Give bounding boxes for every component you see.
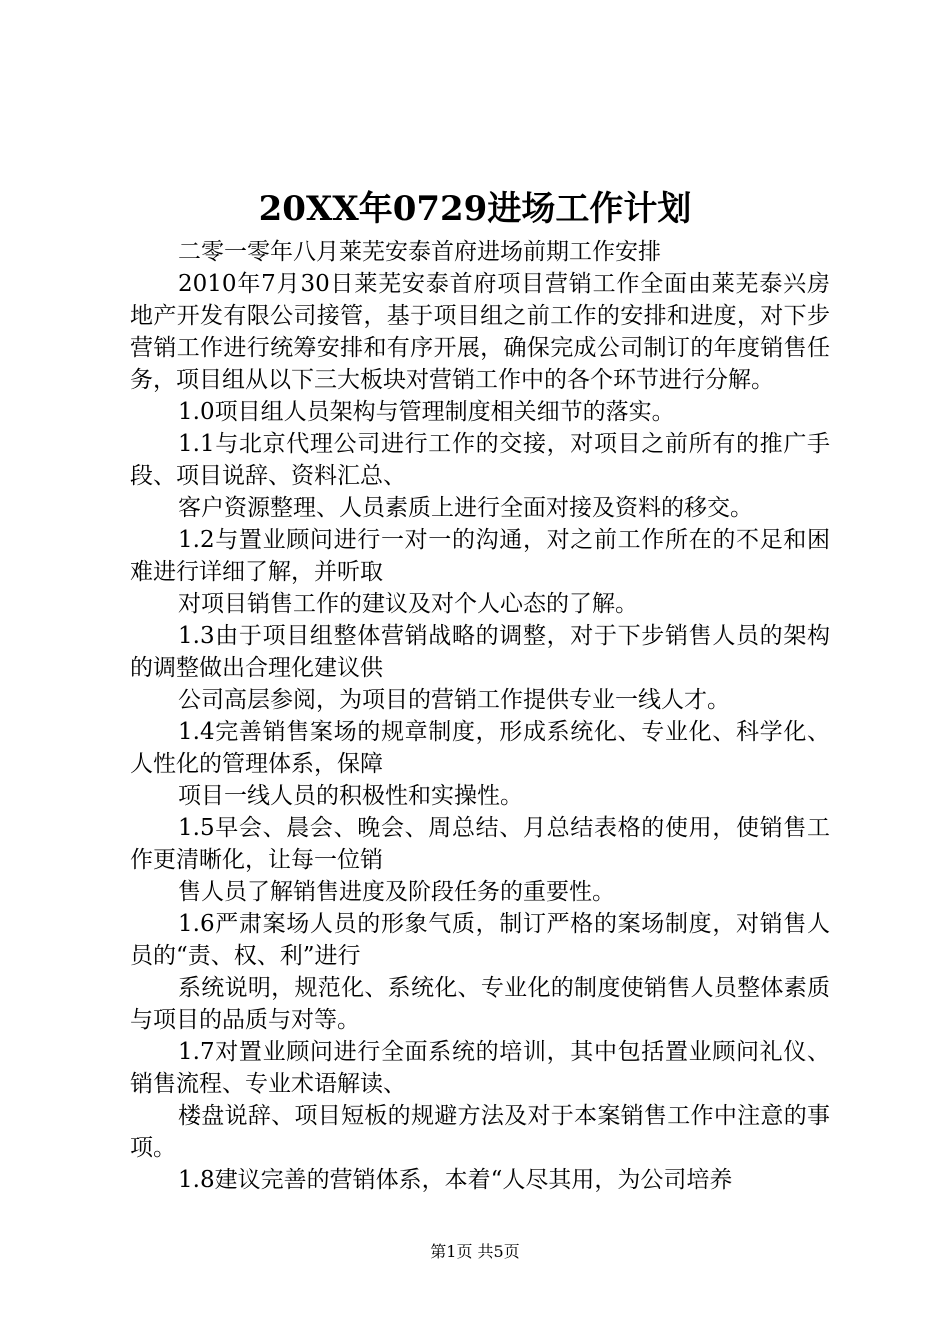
page-footer: 第1页 共5页 xyxy=(430,1242,520,1261)
paragraph: 1.5早会、晨会、晚会、周总结、月总结表格的使用，使销售工作更清晰化，让每一位销 xyxy=(130,815,830,873)
page-title: 20XX年0729进场工作计划 xyxy=(258,189,692,229)
paragraph: 1.1与北京代理公司进行工作的交接，对项目之前所有的推广手段、项目说辞、资料汇总、 xyxy=(130,431,830,489)
paragraph: 项目一线人员的积极性和实操性。 xyxy=(178,783,523,809)
paragraph: 系统说明，规范化、系统化、专业化的制度使销售人员整体素质与项目的品质与对等。 xyxy=(130,975,830,1033)
paragraph: 公司高层参阅，为项目的营销工作提供专业一线人才。 xyxy=(178,687,730,713)
paragraph: 1.0项目组人员架构与管理制度相关细节的落实。 xyxy=(178,399,675,425)
paragraph: 楼盘说辞、项目短板的规避方法及对于本案销售工作中注意的事项。 xyxy=(130,1103,830,1161)
paragraph: 1.8建议完善的营销体系，本着“人尽其用，为公司培养 xyxy=(178,1167,733,1193)
paragraph: 二零一零年八月莱芜安泰首府进场前期工作安排 xyxy=(178,239,661,265)
paragraph: 客户资源整理、人员素质上进行全面对接及资料的移交。 xyxy=(178,495,753,521)
paragraph: 1.6严肃案场人员的形象气质，制订严格的案场制度，对销售人员的“责、权、利”进行 xyxy=(130,911,830,969)
paragraph: 对项目销售工作的建议及对个人心态的了解。 xyxy=(178,591,638,617)
paragraph: 1.2与置业顾问进行一对一的沟通，对之前工作所在的不足和困难进行详细了解，并听取 xyxy=(130,527,830,585)
paragraph: 1.7对置业顾问进行全面系统的培训，其中包括置业顾问礼仪、销售流程、专业术语解读、 xyxy=(130,1039,830,1097)
paragraph: 2010年7月30日莱芜安泰首府项目营销工作全面由莱芜泰兴房地产开发有限公司接管，基于项目组之前工作的安排和进度，对下步营销工作进行统筹安排和有序开展，确保完成公司制订的年度销售任务，项目组从以下三大板块对营销工作中的各个环节进行分解。 xyxy=(130,271,830,393)
document-body xyxy=(130,236,830,1196)
paragraph: 1.3由于项目组整体营销战略的调整，对于下步销售人员的架构的调整做出合理化建议供 xyxy=(130,623,830,681)
paragraph: 1.4完善销售案场的规章制度，形成系统化、专业化、科学化、人性化的管理体系，保障 xyxy=(130,719,830,777)
paragraph: 售人员了解销售进度及阶段任务的重要性。 xyxy=(178,879,615,905)
